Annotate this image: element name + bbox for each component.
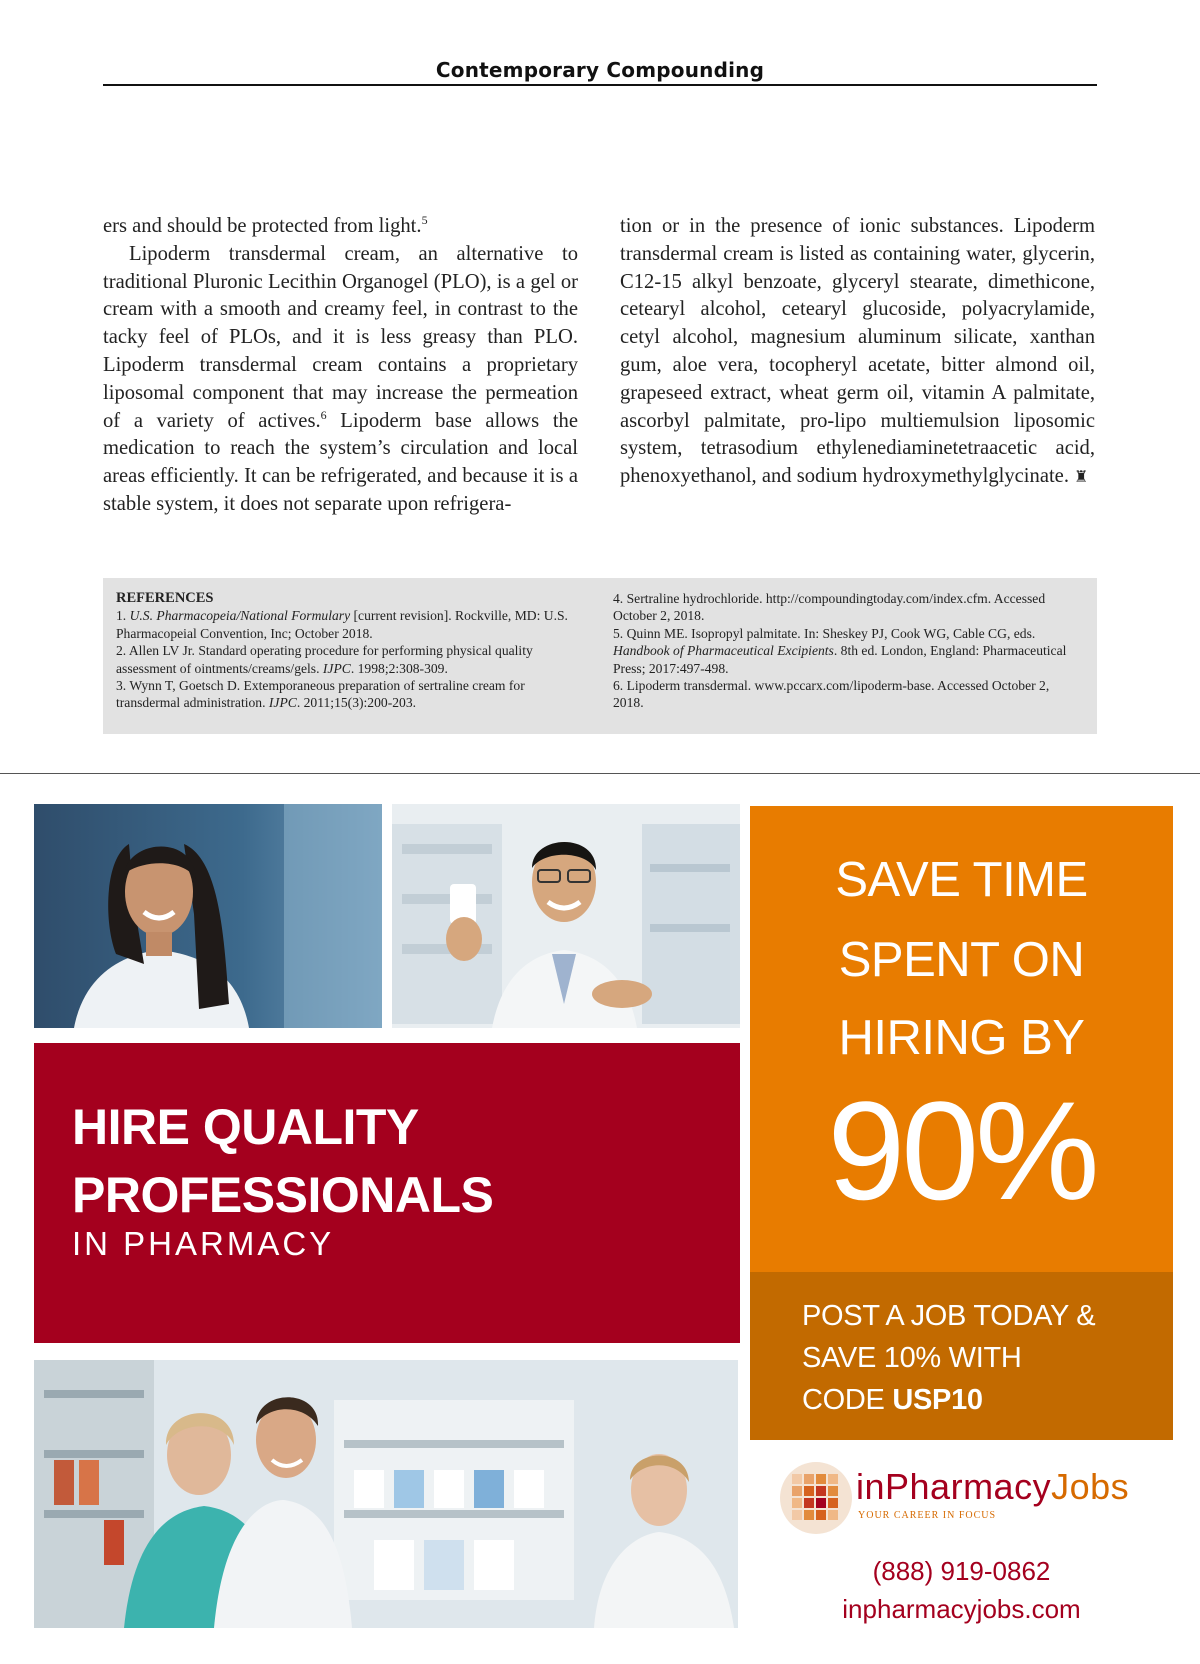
pharmacy-team-photo (34, 1360, 738, 1628)
hire-quality-panel (34, 1043, 740, 1343)
reference-item: 5. Quinn ME. Isopropyl palmitate. In: Sheskey PJ, Cook WG, Cable CG, eds. Handbook of Pharmaceutical Excipients. 8th ed. London, England: Pharmaceutical Press; 2017:497-498. (613, 625, 1067, 676)
citation-superscript: 5 (421, 213, 428, 227)
paragraph (103, 213, 578, 241)
citation-superscript: 6 (320, 407, 327, 422)
promo-line: SAVE 10% WITH (802, 1342, 1022, 1374)
promo-code: USP10 (892, 1384, 983, 1416)
ad-claim-line: SAVE TIME (835, 853, 1088, 907)
ad-headline: HIRE QUALITY (72, 1099, 419, 1155)
section-divider (0, 773, 1200, 774)
reference-item: 3. Wynn T, Goetsch D. Extemporaneous preparation of sertraline cream for transdermal administration. IJPC. 2011;15(3):200-203. (116, 678, 525, 711)
reference-item: 1. U.S. Pharmacopeia/National Formulary [current revision]. Rockville, MD: U.S. Pharmacopeial Convention, Inc; October 2018. (116, 608, 568, 641)
article-column-left (103, 213, 578, 519)
pharmacist-photo-woman (34, 804, 382, 1028)
paragraph-text: Lipoderm transdermal cream, an alternative to traditional Pluronic Lecithin Organogel (PLO), is a gel or cream with a smooth and creamy feel, in contrast to the tacky feel of PLOs, and it is less greasy than PLO. Lipoderm transdermal cream contains a proprietary liposomal component that may increase the permeation of a variety of actives. (103, 242, 578, 432)
end-mark-icon: ♜ (1074, 467, 1089, 487)
logo-tagline: YOUR CAREER IN FOCUS (858, 1510, 997, 1521)
paragraph (103, 241, 578, 519)
phone-number[interactable]: (888) 919-0862 (872, 1556, 1051, 1586)
promo-panel (750, 1272, 1173, 1440)
references-column-left (116, 590, 586, 712)
reference-item: 6. Lipoderm transdermal. www.pccarx.com/lipoderm-base. Accessed October 2, 2018. (613, 678, 1050, 711)
paragraph-text: Lipoderm base allows the medication to reach the system’s circulation and local areas efficiently. It can be refrigerated, and because it is a stable system, it does not separate upon refrigera- (103, 409, 578, 515)
logo-wordmark: inPharmacyJobs (856, 1466, 1130, 1507)
ad-headline: PROFESSIONALS (72, 1167, 494, 1223)
header-rule (103, 84, 1097, 86)
ad-subheadline: IN PHARMACY (72, 1225, 335, 1262)
references-column-right (613, 590, 1083, 712)
save-time-panel (750, 806, 1173, 1272)
reference-item: 4. Sertraline hydrochloride. http://compoundingtoday.com/index.cfm. Accessed October 2, 2018. (613, 591, 1046, 624)
pharmacist-photo-man (392, 804, 740, 1028)
inpharmacyjobs-logo[interactable] (778, 1460, 1158, 1550)
paragraph-text: ers and should be protected from light. (103, 215, 422, 237)
percent-figure: 90% (827, 1072, 1096, 1229)
article-column-right (620, 213, 1095, 491)
promo-line: POST A JOB TODAY & (802, 1300, 1096, 1332)
website-link[interactable]: inpharmacyjobs.com (842, 1594, 1081, 1624)
paragraph (620, 213, 1095, 491)
references-box (103, 578, 1097, 734)
references-title: REFERENCES (116, 590, 214, 606)
ad-claim-line: HIRING BY (838, 1011, 1085, 1065)
paragraph-text: tion or in the presence of ionic substances. Lipoderm transdermal cream is listed as containing water, glycerin, C12-15 alkyl benzoate, glyceryl stearate, dimethicone, cetearyl alcohol, cetearyl glucoside, polyacrylamide, cetyl alcohol, magnesium aluminum silicate, xanthan gum, aloe vera, tocopheryl acetate, bitter almond oil, grapeseed extract, wheat germ oil, vitamin A palmitate, ascorbyl palmitate, pro-lipo multiemulsion liposomic system, tetrasodium ethylenediaminetetraacetic acid, phenoxyethanol, and sodium hydroxymethylglycinate. (620, 215, 1095, 488)
promo-line: CODE USP10 (802, 1384, 983, 1416)
running-header: Contemporary Compounding (435, 58, 765, 82)
logo-mosaic-icon (778, 1460, 854, 1536)
ad-claim-line: SPENT ON (838, 933, 1085, 987)
reference-item: 2. Allen LV Jr. Standard operating procedure for performing physical quality assessment of ointments/creams/gels. IJPC. 1998;2:308-309. (116, 643, 533, 676)
